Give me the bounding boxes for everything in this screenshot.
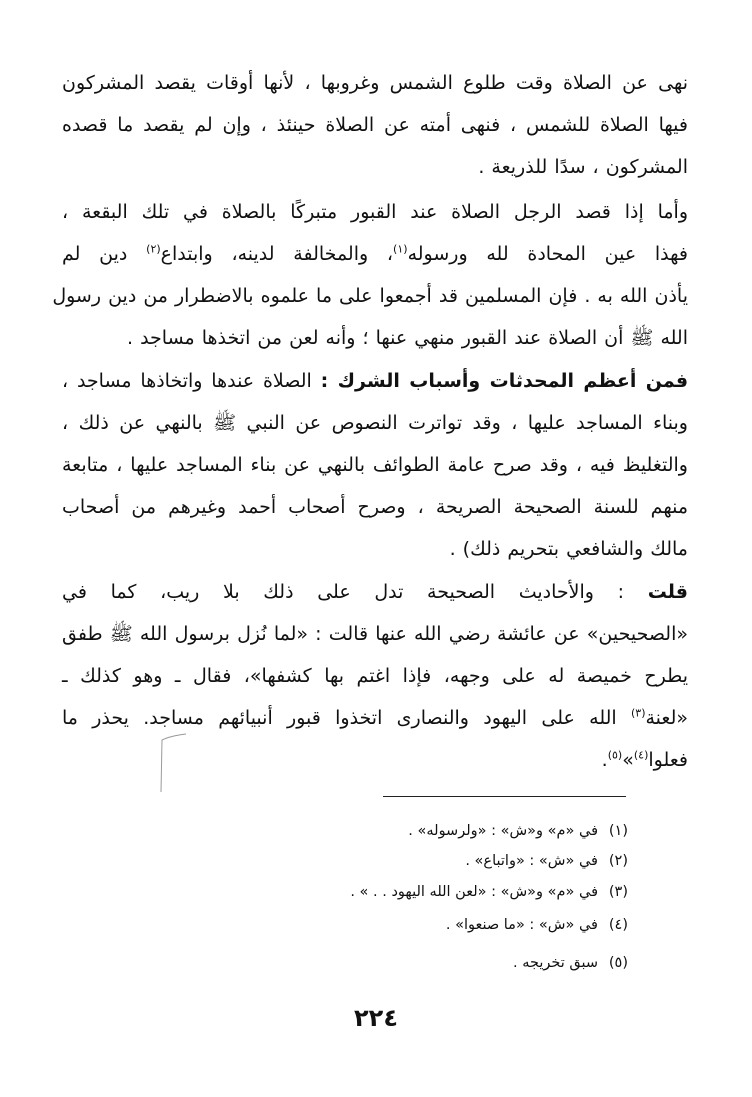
footnote-number: (١) [608, 823, 628, 839]
text-segment: » [622, 749, 634, 771]
footnote-number: (٢) [608, 853, 628, 869]
text-line: يأذن الله به . فإن المسلمين قد أجمعوا على ما علموه بالاضطرار من دين رسول [52, 285, 688, 307]
footnote-number: (٥) [608, 955, 628, 971]
text-line [62, 697, 688, 739]
text-line: فيها الصلاة للشمس ، فنهى أمته عن الصلاة حينئذ ، وإن لم يقصد ما قصده [62, 114, 688, 136]
text-segment: فهذا عين المحادة لله ورسوله [407, 243, 688, 265]
footnote [513, 948, 628, 978]
text-segment: الصلاة عندها واتخاذها مساجد ، [62, 370, 312, 392]
text-line: يطرح خميصة له على وجهه، فإذا اغتم بها كشفها»، فقال ـ وهو كذلك ـ [62, 665, 688, 687]
text-line: نهى عن الصلاة وقت طلوع الشمس وغروبها ، لأنها أوقات يقصد المشركون [62, 72, 688, 94]
footnote-text: في «م» و«ش» : «لعن الله اليهود . . » . [350, 884, 598, 900]
footnote [465, 846, 628, 876]
text-segment: «لعنة [645, 707, 688, 729]
text-segment: . [601, 749, 608, 771]
text-line [62, 571, 688, 613]
text-line: منهم للسنة الصحيحة الصريحة ، وصرح أصحاب أحمد وغيرهم من أصحاب [62, 496, 688, 518]
footnote-text: في «م» و«ش» : «ولرسوله» . [408, 823, 598, 839]
footnote [446, 910, 628, 940]
pencil-bracket-mark [158, 730, 188, 800]
text-segment: الله على اليهود والنصارى اتخذوا قبور أنبيائهم مساجد. يحذر ما [62, 707, 617, 729]
text-line: وأما إذا قصد الرجل الصلاة عند القبور متبركًا بالصلاة في تلك البقعة ، [62, 201, 688, 223]
footnote-marker[interactable]: (٢) [146, 242, 161, 256]
text-segment: فعلوا [648, 749, 688, 771]
footnote-separator [383, 796, 626, 797]
footnote-marker[interactable]: (٤) [633, 748, 649, 762]
footnote-text: في «ش» : «واتباع» . [465, 853, 598, 869]
text-line [62, 360, 688, 402]
footnote-marker[interactable]: (٥) [607, 748, 623, 762]
footnote-text: سبق تخريجه . [512, 955, 598, 971]
text-line: المشركون ، سدًا للذريعة . [478, 156, 688, 178]
text-line: مالك والشافعي بتحريم ذلك) . [449, 538, 688, 560]
text-line [62, 233, 688, 275]
footnote-marker[interactable]: (٣) [630, 706, 646, 720]
footnote-number: (٣) [608, 884, 628, 900]
footnote-text: في «ش» : «ما صنعوا» . [445, 917, 598, 933]
page-number: ٢٢٤ [354, 1004, 398, 1032]
text-segment: دين لم [62, 243, 128, 265]
footnote-number: (٤) [608, 917, 628, 933]
text-line: وبناء المساجد عليها ، وقد تواترت النصوص عن النبي ﷺ بالنهي عن ذلك ، [62, 412, 688, 434]
footnote [408, 816, 628, 846]
bold-heading: قلت [647, 581, 688, 603]
bold-heading: فمن أعظم المحدثات وأسباب الشرك : [320, 370, 689, 392]
footnote-marker[interactable]: (١) [393, 242, 408, 256]
text-segment: : والأحاديث الصحيحة تدل على ذلك بلا ريب، كما في [62, 581, 625, 603]
text-line [62, 739, 688, 781]
footnote [350, 877, 628, 907]
text-line: والتغليظ فيه ، وقد صرح عامة الطوائف بالنهي عن بناء المساجد عليها ، متابعة [62, 454, 688, 476]
text-line: الله ﷺ أن الصلاة عند القبور منهي عنها ؛ وأنه لعن من اتخذها مساجد . [126, 327, 688, 349]
text-line: «الصحيحين» عن عائشة رضي الله عنها قالت : «لما نُزل برسول الله ﷺ طفق [62, 623, 688, 645]
text-segment: ، والمخالفة لدينه، وابتداع [160, 243, 394, 265]
